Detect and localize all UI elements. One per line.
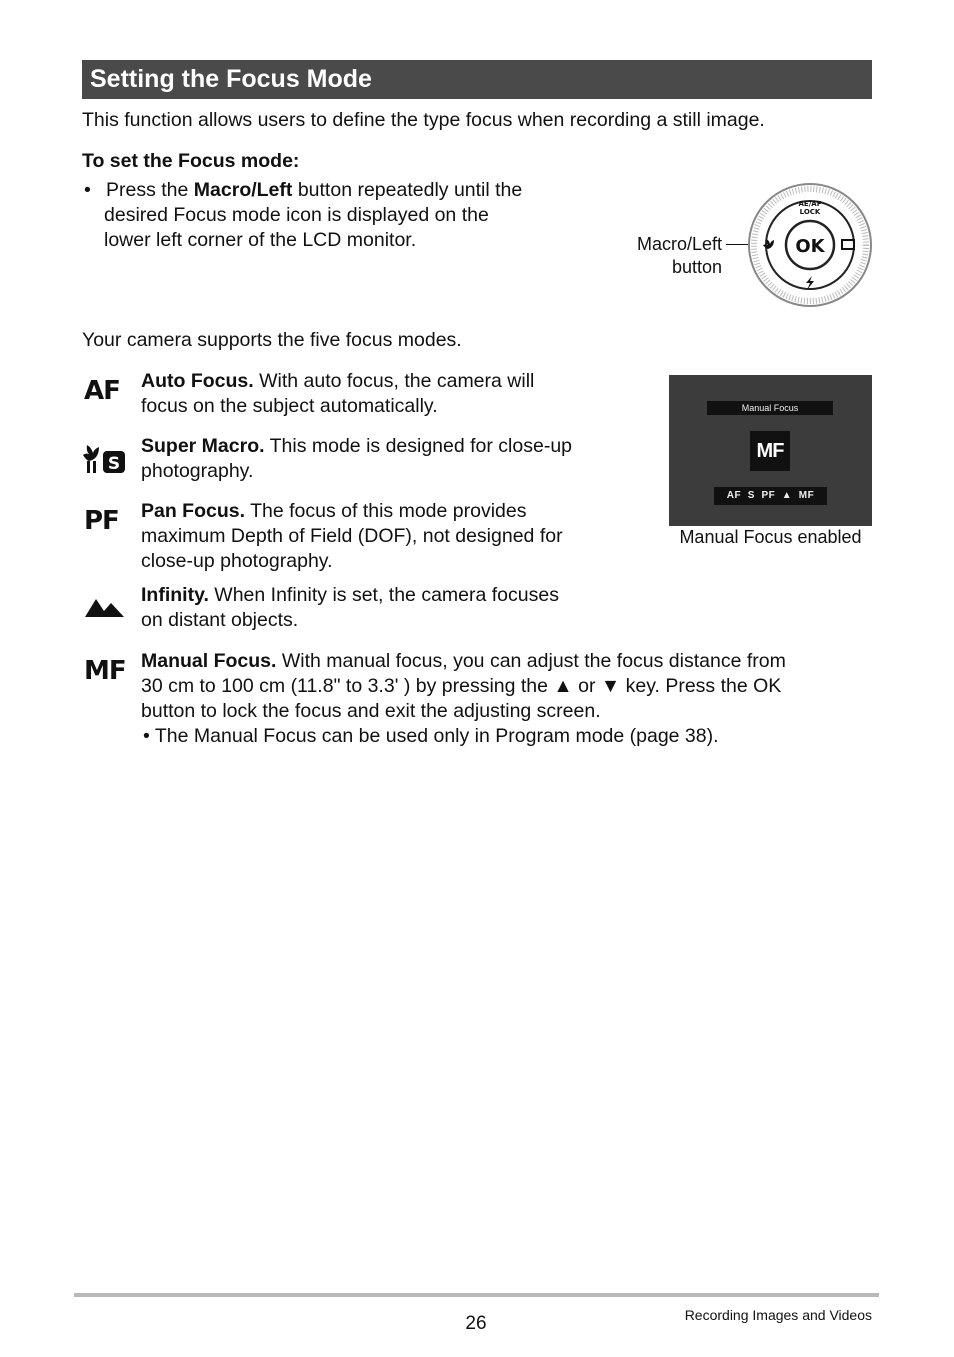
mode-desc: maximum Depth of Field (DOF), not designed for: [141, 525, 563, 547]
mode-desc: With auto focus, the camera will: [253, 370, 535, 392]
lcd-mode-strip: [714, 487, 827, 505]
chapter-title: Recording Images and Videos: [684, 1307, 872, 1323]
super-macro-icon: [83, 439, 127, 475]
lcd-selected-mode: MF: [750, 431, 790, 471]
mode-manual-focus: [141, 649, 881, 749]
mode-name: Pan Focus.: [141, 500, 246, 522]
supports-text: Your camera supports the five focus modes.: [82, 329, 462, 351]
lcd-menu-label: Manual Focus: [707, 401, 833, 415]
lcd-strip-super-macro: S: [747, 490, 755, 501]
mode-name: Infinity.: [141, 584, 209, 606]
footer-rule: [74, 1293, 879, 1297]
mode-desc: focus on the subject automatically.: [141, 395, 438, 417]
mf-icon: MF: [84, 656, 126, 686]
mode-desc: on distant objects.: [141, 609, 299, 631]
callout-line1: Macro/Left: [636, 234, 722, 254]
mode-infinity: [141, 583, 611, 633]
subheading: To set the Focus mode:: [82, 150, 300, 172]
lcd-strip-af: AF: [726, 490, 742, 501]
callout-line2: button: [671, 257, 722, 277]
macro-left-term: Macro/Left: [193, 179, 293, 201]
mode-desc: close-up photography.: [141, 550, 333, 572]
mode-desc: The focus of this mode provides: [245, 500, 527, 522]
step-line3: lower left corner of the LCD monitor.: [104, 229, 417, 251]
mode-name: Manual Focus.: [141, 650, 277, 672]
pf-icon: PF: [84, 506, 119, 536]
section-title: Setting the Focus Mode: [82, 60, 872, 99]
mode-desc: photography.: [141, 460, 254, 482]
intro-text: This function allows users to define the type focus when recording a still image.: [82, 109, 765, 131]
mode-note: • The Manual Focus can be used only in Program mode (page 38).: [143, 725, 719, 747]
lcd-preview: [669, 375, 872, 526]
af-icon: AF: [84, 376, 120, 406]
mode-pan-focus: [141, 499, 621, 574]
mode-desc: button to lock the focus and exit the adjusting screen.: [141, 700, 601, 722]
step-prefix: Press the: [106, 179, 194, 201]
step-line1-rest: button repeatedly until the: [292, 179, 523, 201]
mode-super-macro: [141, 434, 611, 484]
svg-text:S: S: [107, 454, 121, 474]
infinity-icon: [84, 591, 126, 619]
bullet: •: [84, 179, 91, 201]
mode-name: Auto Focus.: [141, 370, 254, 392]
lcd-caption: Manual Focus enabled: [679, 527, 862, 547]
lcd-strip-mf: MF: [798, 490, 815, 501]
lcd-strip-infinity: ▲: [781, 490, 793, 501]
mode-auto-focus: [141, 369, 611, 419]
mode-desc: 30 cm to 100 cm (11.8" to 3.3' ) by pressing the ▲ or ▼ key. Press the OK: [141, 675, 782, 697]
mode-name: Super Macro.: [141, 435, 265, 457]
lock-label: LOCK: [799, 208, 821, 216]
dial-callout: [610, 233, 722, 279]
mode-desc: With manual focus, you can adjust the focus distance from: [276, 650, 786, 672]
aeaf-label: AE/AF: [798, 200, 822, 208]
lcd-strip-pf: PF: [761, 490, 776, 501]
page-number: 26: [465, 1313, 487, 1334]
mode-desc: This mode is designed for close-up: [264, 435, 573, 457]
mode-desc: When Infinity is set, the camera focuses: [208, 584, 559, 606]
ok-label: OK: [795, 236, 825, 257]
step-line2: desired Focus mode icon is displayed on the: [104, 204, 489, 226]
camera-dial: [746, 182, 874, 308]
step-instruction: [84, 178, 584, 253]
